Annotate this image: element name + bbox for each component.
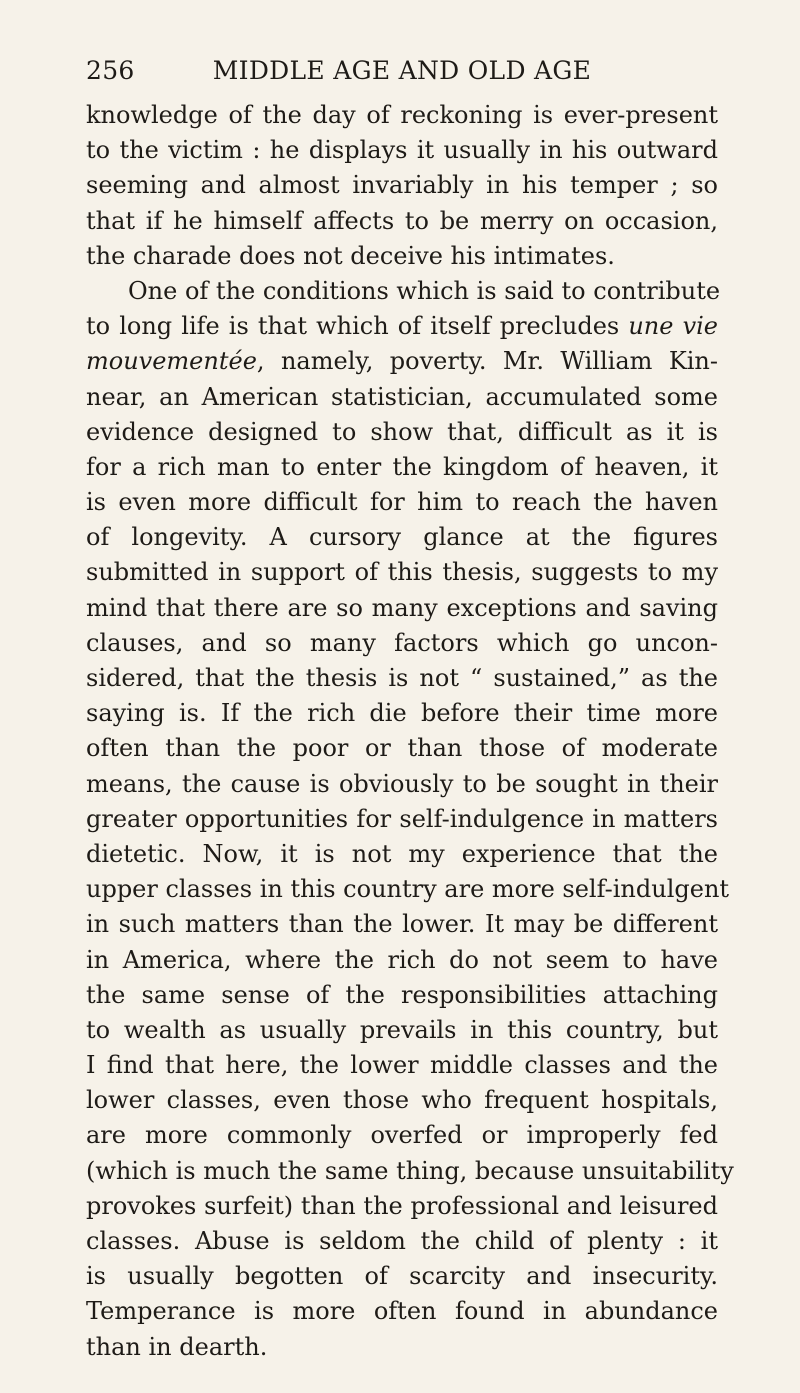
text-line <box>86 309 718 344</box>
line-text: is usually begotten of scarcity and insecurity. <box>86 1262 718 1291</box>
line-text: is even more difficult for him to reach the haven <box>86 488 718 517</box>
text-line <box>86 1118 718 1153</box>
text-line <box>86 907 718 942</box>
line-text: in America, where the rich do not seem to have <box>86 945 718 974</box>
line-text: knowledge of the day of reckoning is ever-present <box>86 101 718 129</box>
line-text: dietetic. Now, it is not my experience that the <box>86 839 718 868</box>
text-line <box>86 696 718 731</box>
text-line <box>86 943 718 978</box>
text-line <box>86 1189 718 1224</box>
text-line <box>86 1259 718 1294</box>
line-text: in such matters than the lower. It may be different <box>86 910 718 939</box>
line-text: upper classes in this country are more self-indulgent <box>86 875 730 904</box>
line-text: submitted in support of this thesis, suggests to my <box>86 558 718 587</box>
line-text: to the victim : he displays it usually in his outward <box>86 136 718 165</box>
body-text <box>86 98 734 1365</box>
text-line <box>86 837 718 872</box>
text-line <box>86 98 718 133</box>
text-line <box>86 555 718 590</box>
text-line <box>86 661 718 696</box>
running-head <box>86 56 718 88</box>
line-text: to long life is that which of itself precludes <box>86 312 629 341</box>
line-text: I find that here, the lower middle classes and the <box>86 1051 718 1080</box>
text-line <box>86 767 718 802</box>
text-line <box>86 168 718 203</box>
line-text: Temperance is more often found in abundance <box>86 1297 718 1326</box>
text-line <box>86 380 718 415</box>
line-text: seeming and almost invariably in his temper ; so <box>86 171 718 200</box>
line-text: of longevity. A cursory glance at the figures <box>86 523 718 552</box>
text-line <box>86 1294 718 1329</box>
line-text: clauses, and so many factors which go uncon- <box>86 628 718 657</box>
line-text: One of the conditions which is said to contribute <box>128 276 721 305</box>
text-line <box>86 450 718 485</box>
text-line <box>86 1083 718 1118</box>
line-text: greater opportunities for self-indulgence in matters <box>86 804 718 833</box>
line-text: classes. Abuse is seldom the child of plenty : it <box>86 1227 718 1255</box>
line-text: (which is much the same thing, because unsuitability <box>86 1156 734 1185</box>
text-line <box>86 978 718 1013</box>
line-text: the same sense of the responsibilities attaching <box>86 980 718 1009</box>
text-line <box>86 1013 718 1048</box>
text-line <box>86 274 721 309</box>
line-text: than in dearth. <box>86 1332 268 1361</box>
text-line <box>86 1330 718 1365</box>
text-line <box>86 802 718 837</box>
line-text: for a rich man to enter the kingdom of heaven, it <box>86 452 718 481</box>
line-text: often than the poor or than those of moderate <box>86 734 718 763</box>
text-line <box>86 872 730 907</box>
line-text: provokes surfeit) than the professional and leisured <box>86 1191 718 1220</box>
text-line <box>86 415 718 450</box>
line-text: mind that there are so many exceptions and saving <box>86 593 718 622</box>
line-text: saying is. If the rich die before their time more <box>86 699 718 728</box>
text-line <box>86 520 718 555</box>
text-line <box>86 204 718 239</box>
text-line <box>86 133 718 168</box>
italic-phrase: mouvementée <box>86 347 257 376</box>
line-text: that if he himself affects to be merry on occasion, <box>86 206 718 235</box>
text-line <box>86 591 718 626</box>
text-line <box>86 239 718 274</box>
line-text: to wealth as usually prevails in this country, but <box>86 1015 718 1044</box>
text-line <box>86 626 718 661</box>
text-line <box>86 1048 718 1083</box>
text-line <box>86 344 718 379</box>
text-line <box>86 1224 718 1259</box>
line-text: means, the cause is obviously to be sought in their <box>86 769 718 798</box>
line-text: the charade does not deceive his intimates. <box>86 241 615 270</box>
line-text: lower classes, even those who frequent hospitals, <box>86 1086 718 1115</box>
line-text: , namely, poverty. Mr. William Kin- <box>256 347 718 376</box>
text-line <box>86 731 718 766</box>
line-text: near, an American statistician, accumulated some <box>86 382 718 411</box>
line-text: evidence designed to show that, difficult as it is <box>86 417 718 446</box>
page-number: 256 <box>86 56 135 85</box>
running-title: MIDDLE AGE AND OLD AGE <box>212 56 592 85</box>
line-text: are more commonly overfed or improperly fed <box>86 1121 718 1150</box>
line-text: sidered, that the thesis is not “ sustained,” as the <box>86 664 718 692</box>
text-line <box>86 1154 734 1189</box>
text-line <box>86 485 718 520</box>
italic-phrase: une vie <box>628 312 719 341</box>
